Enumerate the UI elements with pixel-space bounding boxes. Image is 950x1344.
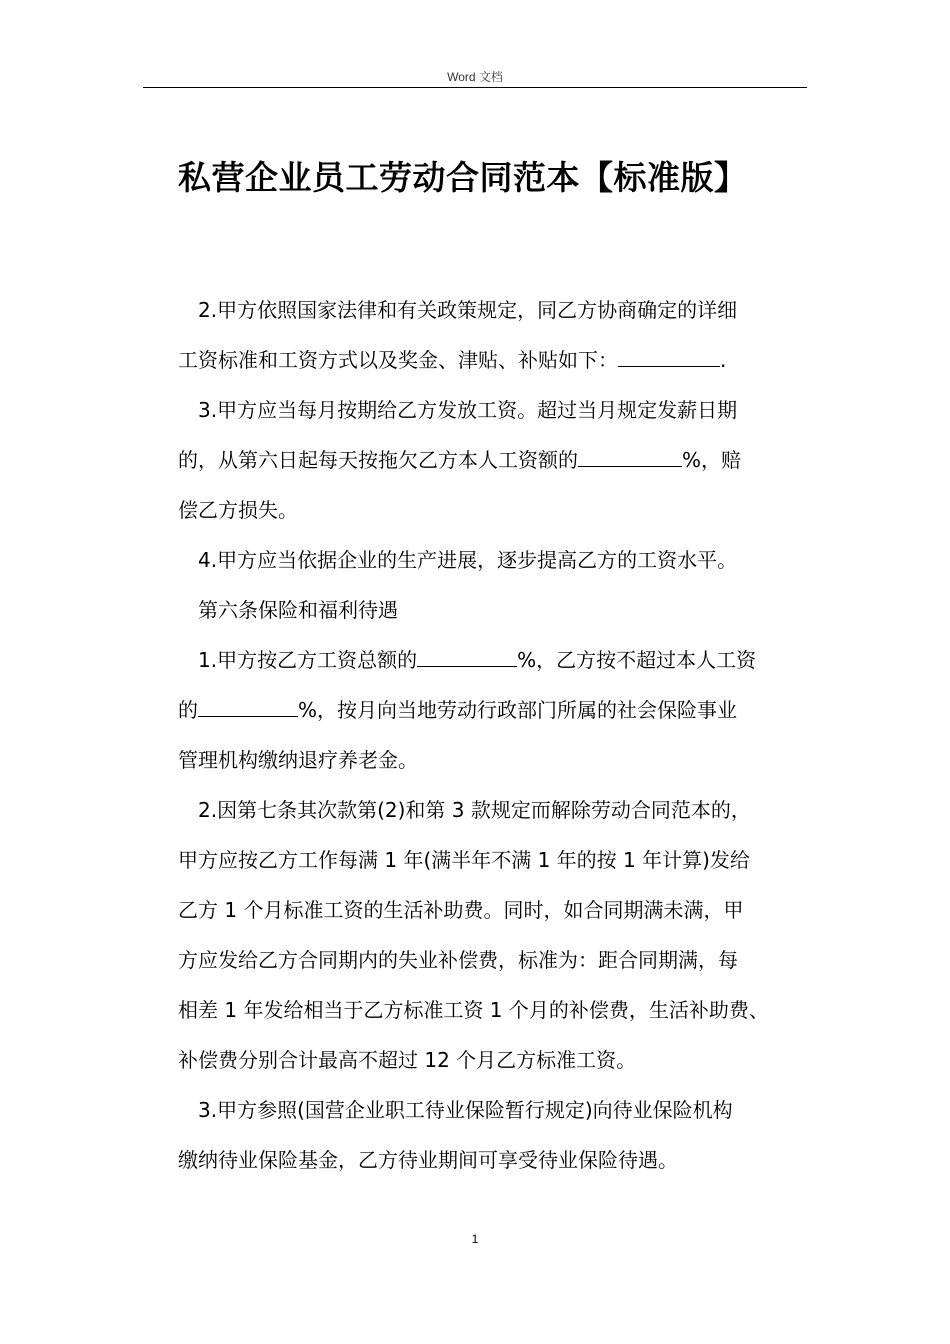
body-line (178, 846, 750, 874)
document-title: 私营企业员工劳动合同范本【标准版】 (178, 158, 748, 197)
body-text: %，按月向当地劳动行政部门所属的社会保险事业 (298, 698, 738, 722)
body-text: 工资标准和工资方式以及奖金、津贴、补贴如下： (178, 348, 618, 372)
body-text: 甲方应按乙方工作每满 1 年(满半年不满 1 年的按 1 年计算)发给 (178, 848, 750, 872)
body-line (198, 1096, 733, 1124)
body-line (178, 1146, 678, 1174)
body-text: 3.甲方应当每月按期给乙方发放工资。超过当月规定发薪日期 (198, 398, 738, 422)
body-line (198, 546, 737, 574)
body-text: 相差 1 年发给相当于乙方标准工资 1 个月的补偿费，生活补助费、 (178, 998, 769, 1022)
body-line (198, 596, 398, 624)
body-text: %，乙方按不超过本人工资 (517, 648, 757, 672)
body-text: 4.甲方应当依据企业的生产进展，逐步提高乙方的工资水平。 (198, 548, 738, 572)
page-number: 1 (471, 1232, 479, 1246)
body-text: 3.甲方参照(国营企业职工待业保险暂行规定)向待业保险机构 (198, 1098, 733, 1122)
body-line (198, 796, 751, 824)
body-text: 的 (178, 698, 198, 722)
body-line (198, 296, 737, 324)
body-line (178, 696, 737, 724)
fill-in-blank (618, 346, 720, 367)
body-line (178, 946, 738, 974)
body-text: 乙方 1 个月标准工资的生活补助费。同时，如合同期满未满，甲 (178, 898, 744, 922)
body-line (178, 896, 743, 924)
body-text: . (720, 348, 727, 372)
body-text: 的，从第六日起每天按拖欠乙方本人工资额的 (178, 448, 578, 472)
body-text: 偿乙方损失。 (178, 498, 298, 522)
body-line (178, 496, 298, 524)
body-line (178, 1046, 636, 1074)
body-text: 方应发给乙方合同期内的失业补偿费，标准为：距合同期满，每 (178, 948, 738, 972)
body-text: 1.甲方按乙方工资总额的 (198, 648, 418, 672)
body-text: 缴纳待业保险基金，乙方待业期间可享受待业保险待遇。 (178, 1148, 678, 1172)
body-line (178, 346, 726, 374)
body-text: 第六条保险和福利待遇 (198, 598, 398, 622)
body-text: 2.因第七条其次款第(2)和第 3 款规定而解除劳动合同范本的， (198, 798, 751, 822)
body-text: 补偿费分别合计最高不超过 12 个月乙方标准工资。 (178, 1048, 637, 1072)
body-text: %，赔 (682, 448, 742, 472)
header-divider (143, 87, 807, 88)
fill-in-blank (198, 696, 298, 717)
fill-in-blank (578, 446, 682, 467)
body-line (198, 646, 756, 674)
fill-in-blank (417, 646, 517, 667)
body-text: 2.甲方依照国家法律和有关政策规定，同乙方协商确定的详细 (198, 298, 738, 322)
body-text: 管理机构缴纳退疗养老金。 (178, 748, 418, 772)
page-header: Word 文档 (447, 70, 503, 84)
body-line (178, 996, 769, 1024)
body-line (198, 396, 737, 424)
body-line (178, 446, 741, 474)
body-line (178, 746, 418, 774)
